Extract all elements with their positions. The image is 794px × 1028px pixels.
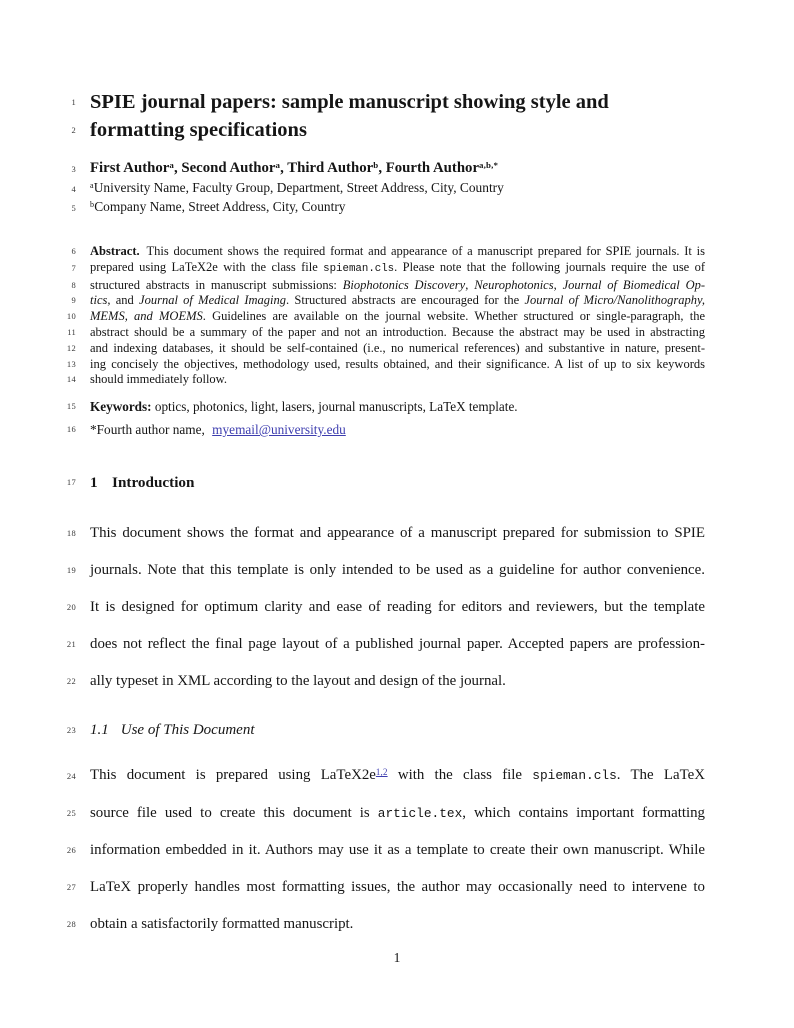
manuscript-line bbox=[66, 515, 705, 552]
corresponding-author-note: *Fourth author name, bbox=[90, 422, 205, 437]
line-text bbox=[90, 180, 705, 199]
text-run: obtain a satisfactorily formatted manuscript. bbox=[90, 916, 354, 932]
line-number: 14 bbox=[66, 374, 76, 385]
line-number: 21 bbox=[66, 639, 76, 649]
line-number: 20 bbox=[66, 602, 76, 612]
manuscript-line bbox=[66, 663, 705, 700]
text-run: ally typeset in XML according to the layout and design of the journal. bbox=[90, 673, 506, 689]
line-number: 4 bbox=[71, 184, 76, 194]
author-footnote bbox=[66, 421, 705, 438]
line-number: 18 bbox=[66, 528, 76, 538]
manuscript-line bbox=[66, 372, 705, 388]
manuscript-line bbox=[66, 421, 705, 438]
keywords bbox=[66, 398, 705, 415]
text-run: , which contains important formatting bbox=[462, 805, 706, 821]
line-number: 28 bbox=[66, 919, 76, 929]
abstract bbox=[66, 244, 706, 388]
text-run: , bbox=[465, 277, 475, 292]
line-text bbox=[90, 278, 705, 294]
author-affiliation-mark: a bbox=[275, 160, 281, 171]
text-run: . Please note that the following journals require the use of bbox=[394, 259, 706, 274]
manuscript-line bbox=[71, 259, 706, 278]
title-line: formatting specifications bbox=[90, 119, 307, 141]
line-text bbox=[90, 472, 705, 493]
line-number: 19 bbox=[66, 565, 76, 575]
manuscript-line bbox=[71, 158, 705, 180]
line-text bbox=[90, 325, 705, 341]
author-name: , Third Author bbox=[280, 160, 374, 176]
manuscript-line bbox=[66, 552, 705, 589]
text-run: . Structured abstracts are encouraged for the bbox=[286, 293, 525, 308]
journal-name: tics bbox=[90, 293, 108, 308]
use-of-document-paragraph bbox=[66, 757, 706, 943]
line-number: 8 bbox=[71, 279, 76, 290]
line-number: 13 bbox=[66, 358, 76, 369]
line-text bbox=[90, 421, 705, 438]
email-link[interactable]: myemail@university.edu bbox=[212, 422, 346, 437]
journal-name: Journal of Biomedical Op- bbox=[562, 277, 706, 292]
manuscript-line bbox=[71, 198, 705, 218]
manuscript-line bbox=[66, 626, 705, 663]
journal-name: MEMS, and MOEMS bbox=[90, 309, 203, 324]
line-text bbox=[90, 626, 705, 663]
text-run: It is designed for optimum clarity and ease of reading for editors and reviewers, but the template bbox=[90, 599, 705, 615]
author-name: , Fourth Author bbox=[378, 160, 480, 176]
manuscript-line bbox=[66, 906, 705, 943]
line-text bbox=[90, 116, 705, 144]
line-number: 24 bbox=[66, 770, 76, 781]
line-text bbox=[90, 832, 705, 869]
author-affiliation-mark: a bbox=[169, 160, 174, 171]
line-number: 16 bbox=[66, 424, 76, 434]
page-number: 1 bbox=[393, 950, 401, 965]
text-run: . Guidelines are available on the journal website. Whether structured or single-paragraph, the bbox=[202, 309, 705, 324]
line-text bbox=[90, 720, 705, 741]
text-run: This document shows the format and appearance of a manuscript prepared for submission to SPIE bbox=[90, 525, 705, 541]
author-list bbox=[71, 158, 705, 217]
introduction-paragraph bbox=[66, 515, 705, 700]
line-text bbox=[90, 869, 705, 906]
line-text bbox=[90, 244, 705, 260]
text-run: LaTeX properly handles most formatting issues, the author may occasionally need to intervene to bbox=[90, 879, 705, 895]
manuscript-line bbox=[66, 398, 705, 415]
text-run: and indexing databases, it should be self-contained (i.e., no numerical references) and substantive in nature, present- bbox=[90, 340, 705, 355]
manuscript-line bbox=[66, 720, 705, 741]
line-text bbox=[90, 88, 705, 116]
text-run: structured abstracts in manuscript submissions: bbox=[90, 277, 343, 292]
author-affiliation-mark: b bbox=[373, 160, 379, 171]
manuscript-line bbox=[71, 88, 705, 116]
line-number: 11 bbox=[67, 326, 76, 337]
subsection-number: 1.1 bbox=[90, 722, 109, 738]
text-run: , and bbox=[107, 293, 140, 308]
line-number: 26 bbox=[66, 845, 76, 855]
line-number: 7 bbox=[71, 262, 76, 273]
line-text bbox=[90, 372, 705, 388]
section-heading-introduction bbox=[66, 472, 705, 493]
manuscript-line bbox=[66, 832, 705, 869]
line-number: 3 bbox=[71, 163, 76, 174]
line-number: 25 bbox=[66, 808, 76, 818]
line-text bbox=[90, 293, 705, 309]
line-number: 12 bbox=[66, 342, 76, 353]
text-run: ing concisely the objectives, methodology used, results obtained, and their significance. A list of up to six keywords bbox=[90, 356, 705, 371]
line-text bbox=[90, 357, 705, 373]
affiliation-mark: a bbox=[90, 181, 94, 191]
journal-name: Journal of Medical Imaging bbox=[139, 293, 287, 308]
manuscript-line bbox=[66, 757, 705, 795]
text-run: journals. Note that this template is only intended to be used as a guideline for author convenience. bbox=[90, 562, 705, 578]
line-text bbox=[90, 663, 705, 700]
manuscript-line bbox=[67, 324, 705, 341]
line-text bbox=[90, 398, 705, 415]
line-text bbox=[90, 589, 705, 626]
section-number: 1 bbox=[90, 474, 98, 491]
section-title: Introduction bbox=[112, 474, 195, 491]
line-text bbox=[90, 515, 705, 552]
manuscript-line bbox=[71, 293, 705, 309]
line-number: 1 bbox=[71, 97, 76, 107]
manuscript-line bbox=[71, 180, 705, 199]
line-number: 17 bbox=[66, 477, 76, 487]
line-number: 27 bbox=[66, 882, 76, 892]
manuscript-line bbox=[71, 277, 706, 294]
line-number: 9 bbox=[71, 295, 76, 306]
keywords-label: Keywords: bbox=[90, 399, 152, 414]
text-run: source file used to create this document is bbox=[90, 805, 378, 821]
line-text bbox=[90, 260, 705, 278]
manuscript-line bbox=[66, 869, 705, 906]
journal-name: Journal of Micro/Nanolithography, bbox=[524, 293, 705, 308]
line-number: 5 bbox=[71, 202, 76, 213]
line-text bbox=[90, 341, 705, 357]
keywords-list: optics, photonics, light, lasers, journal manuscripts, LaTeX template. bbox=[151, 399, 518, 414]
text-run: This document shows the required format and appearance of a manuscript prepared for SPIE journals. It is bbox=[146, 244, 705, 258]
author-name: First Author bbox=[90, 160, 170, 176]
text-run: This document is prepared using LaTeX2e bbox=[90, 767, 376, 783]
journal-name: Neurophotonics bbox=[474, 277, 554, 292]
text-run: information embedded in it. Authors may use it as a template to create their own manuscript. While bbox=[90, 842, 705, 858]
class-file-name: spieman.cls bbox=[323, 262, 395, 275]
line-text bbox=[90, 757, 705, 795]
author-name: , Second Author bbox=[173, 160, 276, 176]
text-run: should immediately follow. bbox=[90, 372, 228, 387]
abstract-label: Abstract. bbox=[90, 244, 140, 258]
line-number: 10 bbox=[66, 311, 76, 322]
line-text bbox=[90, 309, 705, 325]
line-number: 6 bbox=[71, 246, 76, 256]
affiliation-text: Company Name, Street Address, City, Country bbox=[94, 198, 346, 214]
journal-name: Biophotonics Discovery bbox=[342, 277, 466, 292]
affiliation-mark: b bbox=[90, 199, 95, 209]
affiliation-text: University Name, Faculty Group, Department, Street Address, City, Country bbox=[93, 180, 504, 195]
manuscript-line bbox=[71, 116, 705, 144]
line-number: 23 bbox=[66, 725, 76, 735]
manuscript-line bbox=[66, 340, 705, 357]
text-run: prepared using LaTeX2e with the class file bbox=[90, 259, 324, 274]
line-text bbox=[90, 158, 705, 180]
line-text bbox=[90, 199, 705, 218]
title-line: SPIE journal papers: sample manuscript showing style and bbox=[90, 91, 609, 113]
line-text bbox=[90, 906, 705, 943]
manuscript-line bbox=[71, 244, 705, 260]
manuscript-line bbox=[66, 472, 705, 493]
manuscript-line bbox=[66, 589, 705, 626]
manuscript-line bbox=[66, 795, 706, 832]
subsection-title: Use of This Document bbox=[120, 722, 255, 738]
line-text bbox=[90, 552, 705, 589]
text-run: abstract should be a summary of the paper and not an introduction. Because the abstract may be used in abstracting bbox=[90, 324, 705, 339]
source-file-name: article.tex bbox=[377, 806, 463, 821]
manuscript-line bbox=[66, 309, 705, 325]
class-file-name: spieman.cls bbox=[532, 768, 617, 783]
text-run: does not reflect the final page layout of a published journal paper. Accepted papers are profession- bbox=[90, 636, 705, 652]
text-run: , bbox=[553, 277, 563, 292]
paper-title bbox=[71, 88, 705, 144]
line-number: 22 bbox=[66, 676, 76, 686]
manuscript-line bbox=[66, 356, 705, 373]
author-affiliation-mark: a,b,* bbox=[479, 160, 499, 171]
text-run: with the class file bbox=[387, 767, 533, 783]
line-text bbox=[90, 795, 705, 832]
subsection-heading-use-of-this-document bbox=[66, 720, 705, 741]
citation-link[interactable]: 1,2 bbox=[375, 766, 388, 777]
line-number: 15 bbox=[66, 401, 76, 411]
text-run: . The LaTeX bbox=[616, 767, 705, 783]
line-number: 2 bbox=[71, 125, 76, 135]
